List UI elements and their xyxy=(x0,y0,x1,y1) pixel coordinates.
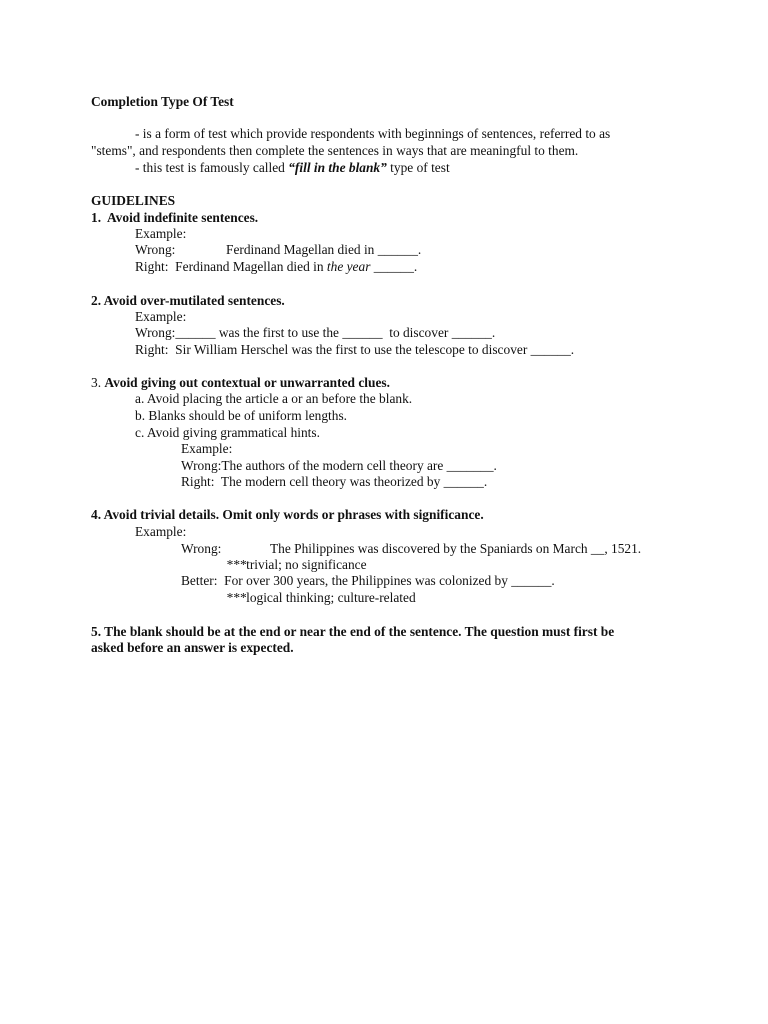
guideline-4-wrong-label: Wrong: xyxy=(181,541,222,556)
guideline-5-line-1: 5. The blank should be at the end or near the end of the sentence. The question must first be xyxy=(91,624,615,639)
guideline-4-better-note-stars: *** xyxy=(226,590,247,605)
guideline-4-better-note xyxy=(226,590,416,606)
guideline-2-wrong: Wrong:______ was the first to use the ______ to discover ______. xyxy=(135,325,496,340)
guideline-4-example-label: Example: xyxy=(135,524,187,539)
guideline-1-right-post: ______. xyxy=(370,259,418,274)
guideline-4-wrong-note xyxy=(226,557,367,573)
guideline-4-wrong-note-text: trivial; no significance xyxy=(246,557,367,572)
guideline-4-heading: 4. Avoid trivial details. Omit only words or phrases with significance. xyxy=(91,507,484,522)
guideline-5-line-2: asked before an answer is expected. xyxy=(91,640,294,655)
document-title: Completion Type Of Test xyxy=(91,94,234,109)
guideline-4-better-note-text: logical thinking; culture-related xyxy=(246,590,416,605)
guideline-3-right: Right: The modern cell theory was theorized by ______. xyxy=(181,474,488,489)
guideline-1-right xyxy=(135,259,417,275)
guideline-1-wrong-label: Wrong: xyxy=(135,242,176,257)
guidelines-heading: GUIDELINES xyxy=(91,193,176,208)
guideline-3-item-b: b. Blanks should be of uniform lengths. xyxy=(135,408,348,423)
guideline-4-better: Better: For over 300 years, the Philippines was colonized by ______. xyxy=(181,573,555,588)
guideline-3-heading-text: Avoid giving out contextual or unwarranted clues. xyxy=(104,375,390,390)
guideline-1-right-pre: Right: Ferdinand Magellan died in xyxy=(135,259,327,274)
intro-line-3 xyxy=(135,160,450,176)
guideline-1-example-label: Example: xyxy=(135,226,187,241)
intro-line-2: "stems", and respondents then complete the sentences in ways that are meaningful to them. xyxy=(91,143,579,158)
guideline-1-heading: 1. Avoid indefinite sentences. xyxy=(91,210,259,225)
intro-line-3-post: type of test xyxy=(386,160,450,175)
guideline-2-example-label: Example: xyxy=(135,309,187,324)
guideline-4-wrong-note-stars: *** xyxy=(226,557,247,572)
guideline-3-example-label: Example: xyxy=(181,441,233,456)
guideline-4-wrong-text: The Philippines was discovered by the Spaniards on March __, 1521. xyxy=(270,541,642,556)
intro-line-1: - is a form of test which provide respondents with beginnings of sentences, referred to as xyxy=(135,126,611,141)
guideline-3-item-a: a. Avoid placing the article a or an before the blank. xyxy=(135,391,413,406)
guideline-3-wrong: Wrong:The authors of the modern cell theory are _______. xyxy=(181,458,497,473)
guideline-3-heading xyxy=(91,375,390,391)
guideline-2-heading: 2. Avoid over-mutilated sentences. xyxy=(91,293,285,308)
intro-line-3-pre: - this test is famously called xyxy=(135,160,289,175)
intro-line-3-emphasis: “fill in the blank” xyxy=(288,160,387,175)
guideline-2-right: Right: Sir William Herschel was the first to use the telescope to discover ______. xyxy=(135,342,575,357)
guideline-1-wrong-text: Ferdinand Magellan died in ______. xyxy=(226,242,422,257)
guideline-1-right-emphasis: the year xyxy=(326,259,371,274)
guideline-3-number: 3. xyxy=(91,375,105,390)
guideline-3-item-c: c. Avoid giving grammatical hints. xyxy=(135,425,320,440)
